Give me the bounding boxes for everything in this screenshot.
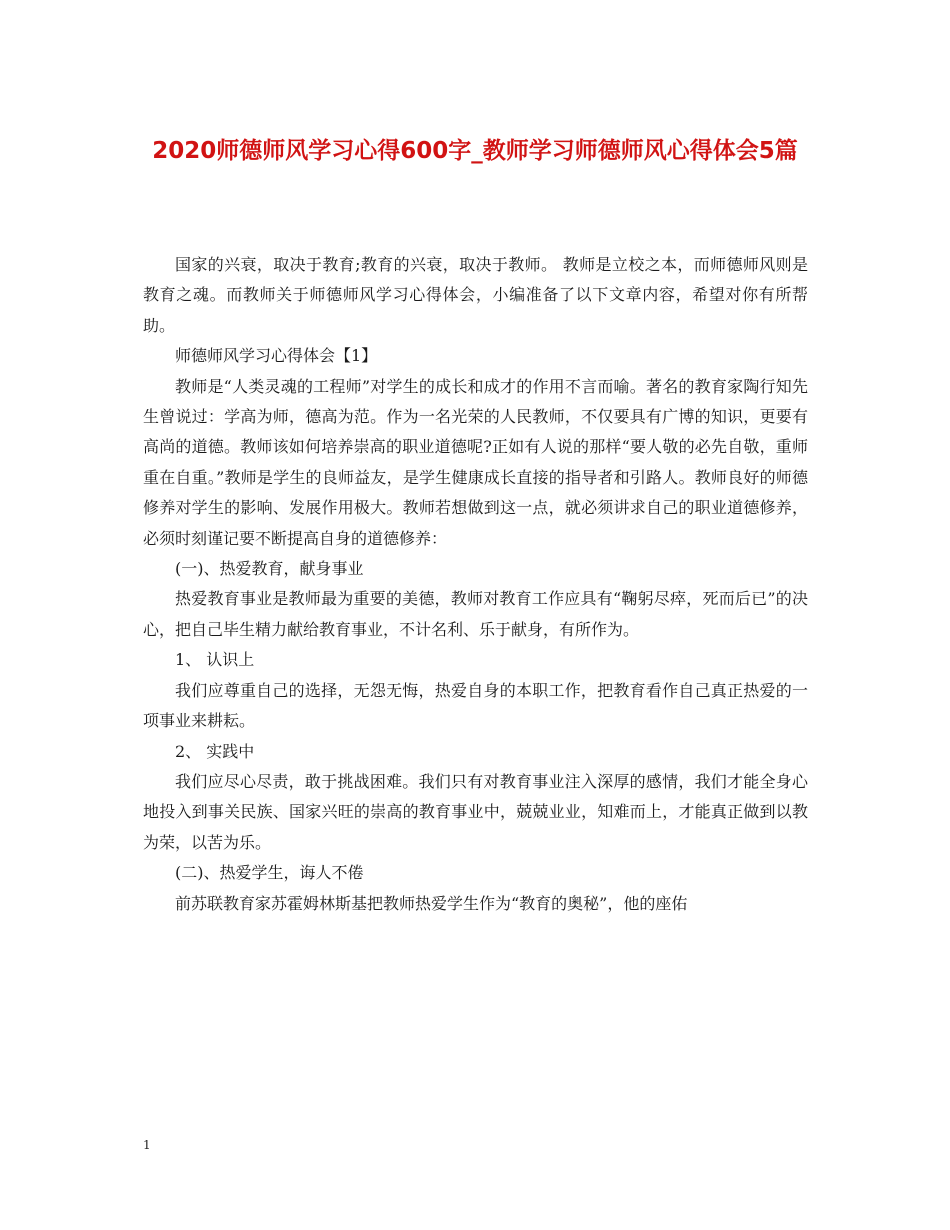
document-body xyxy=(143,250,808,919)
paragraph-love-students: 前苏联教育家苏霍姆林斯基把教师热爱学生作为“教育的奥秘”，他的座佑 xyxy=(175,893,688,913)
paragraph-love-education: 热爱教育事业是教师最为重要的美德，教师对教育工作应具有“鞠躬尽瘁，死而后已”的决心，把自己毕生精力献给教育事业，不计名利、乐于献身，有所作为。 xyxy=(143,589,808,639)
paragraph-practice: 我们应尽心尽责，敢于挑战困难。我们只有对教育事业注入深厚的感情，我们才能全身心地投入到事关民族、国家兴旺的崇高的教育事业中，兢兢业业，知难而上，才能真正做到以教为荣，以苦为乐。 xyxy=(143,771,808,852)
page-number: 1 xyxy=(143,1138,151,1152)
paragraph-cognition: 我们应尊重自己的选择，无怨无悔，热爱自身的本职工作，把教育看作自己真正热爱的一项事业来耕耘。 xyxy=(143,680,808,731)
subheading-love-education: (一)、热爱教育，献身事业 xyxy=(175,559,364,579)
list-item-cognition: 1、 认识上 xyxy=(175,650,255,670)
paragraph-teacher-role: 教师是“人类灵魂的工程师”对学生的成长和成才的作用不言而喻。著名的教育家陶行知先生曾说过：学高为师，德高为范。作为一名光荣的人民教师，不仅要具有广博的知识，更要有高尚的道德。教师该如何培养崇高的职业道德呢?正如有人说的那样“要人敬的必先自敬，重师重在自重。”教师是学生的良师益友，是学生健康成长直接的指导者和引路人。教师良好的师德修养对学生的影响、发展作用极大。教师若想做到这一点，就必须讲求自己的职业道德修养，必须时刻谨记要不断提高自身的道德修养： xyxy=(143,376,808,548)
section-heading-1: 师德师风学习心得体会【1】 xyxy=(175,346,378,366)
list-item-practice: 2、 实践中 xyxy=(175,741,255,761)
paragraph-intro: 国家的兴衰，取决于教育;教育的兴衰，取决于教师。 教师是立校之本，而师德师风则是教育之魂。而教师关于师德师风学习心得体会，小编准备了以下文章内容，希望对你有所帮助。 xyxy=(143,255,808,335)
document-title: 2020师德师风学习心得600字_教师学习师德师风心得体会5篇 xyxy=(152,138,798,164)
subheading-love-students: (二)、热爱学生，诲人不倦 xyxy=(175,863,364,883)
